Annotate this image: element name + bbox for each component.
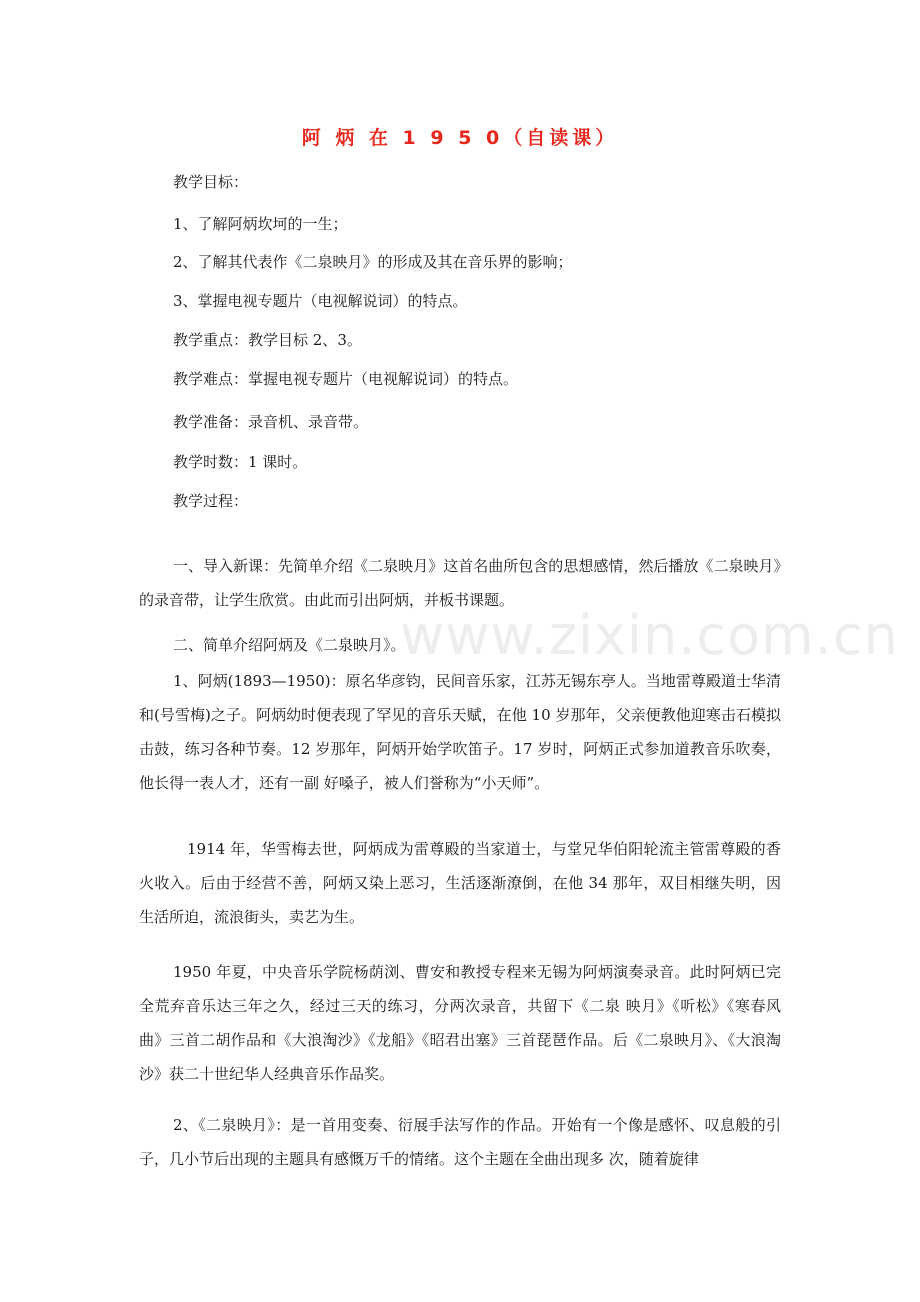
objective-item-1: 1、了解阿炳坎坷的一生； xyxy=(173,215,348,233)
watermark: www.zixin.com.cn xyxy=(400,604,899,667)
objective-item-2: 2、了解其代表作《二泉映月》的形成及其在音乐界的影响； xyxy=(173,253,573,271)
teaching-hours: 教学时数：1 课时。 xyxy=(173,453,308,471)
document-title: 阿 炳 在 1 9 5 0（自读课） xyxy=(301,127,619,149)
key-points: 教学重点：教学目标 2、3。 xyxy=(173,331,362,349)
objectives-heading: 教学目标： xyxy=(173,173,249,191)
teaching-difficulty: 教学难点：掌握电视专题片（电视解说词）的特点。 xyxy=(173,370,519,388)
paragraph-intro: 一、导入新课：先简单介绍《二泉映月》这首名曲所包含的思想感情，然后播放《二泉映月》的录音带，让学生欣赏。由此而引出阿炳，并板书课题。 xyxy=(139,557,781,609)
paragraph-1914: 1914 年，华雪梅去世，阿炳成为雷尊殿的当家道士，与堂兄华伯阳轮流主管雷尊殿的香火收入。后由于经营不善，阿炳又染上恶习，生活逐渐潦倒，在他 34 那年，双目相继失明，因生活所迫，流浪街头，卖艺为生。 xyxy=(139,840,781,926)
objective-item-3: 3、掌握电视专题片（电视解说词）的特点。 xyxy=(173,292,468,310)
paragraph-erquan: 2、《二泉映月》：是一首用变奏、衍展手法写作的作品。开始有一个像是感怀、叹息般的引子，几小节后出现的主题具有感慨万千的情绪。这个主题在全曲出现多 次，随着旋律 xyxy=(139,1116,781,1168)
process-heading: 教学过程： xyxy=(173,492,249,510)
paragraph-section-2: 二、简单介绍阿炳及《二泉映月》。 xyxy=(173,636,406,654)
paragraph-biography: 1、阿炳(1893—1950)：原名华彦钧，民间音乐家，江苏无锡东亭人。当地雷尊殿道士华清和(号雪梅)之子。阿炳幼时便表现了罕见的音乐天赋，在他 10 岁那年，父亲便教他迎寒击石模拟击鼓，练习各种节奏。12 岁那年，阿炳开始学吹笛子。17 岁时，阿炳正式参加道教音乐吹奏，他长得一表人才，还有一副 好嗓子，被人们誉称为“小天师”。 xyxy=(139,672,781,792)
teaching-preparation: 教学准备：录音机、录音带。 xyxy=(173,413,369,431)
paragraph-1950: 1950 年夏，中央音乐学院杨荫浏、曹安和教授专程来无锡为阿炳演奏录音。此时阿炳已完全荒弃音乐达三年之久，经过三天的练习，分两次录音，共留下《二泉 映月》《听松》《寒春风曲》三首二胡作品和《大浪淘沙》《龙船》《昭君出塞》三首琵琶作品。后《二泉映月》、《大浪淘沙》获二十世纪华人经典音乐作品奖。 xyxy=(139,963,781,1083)
